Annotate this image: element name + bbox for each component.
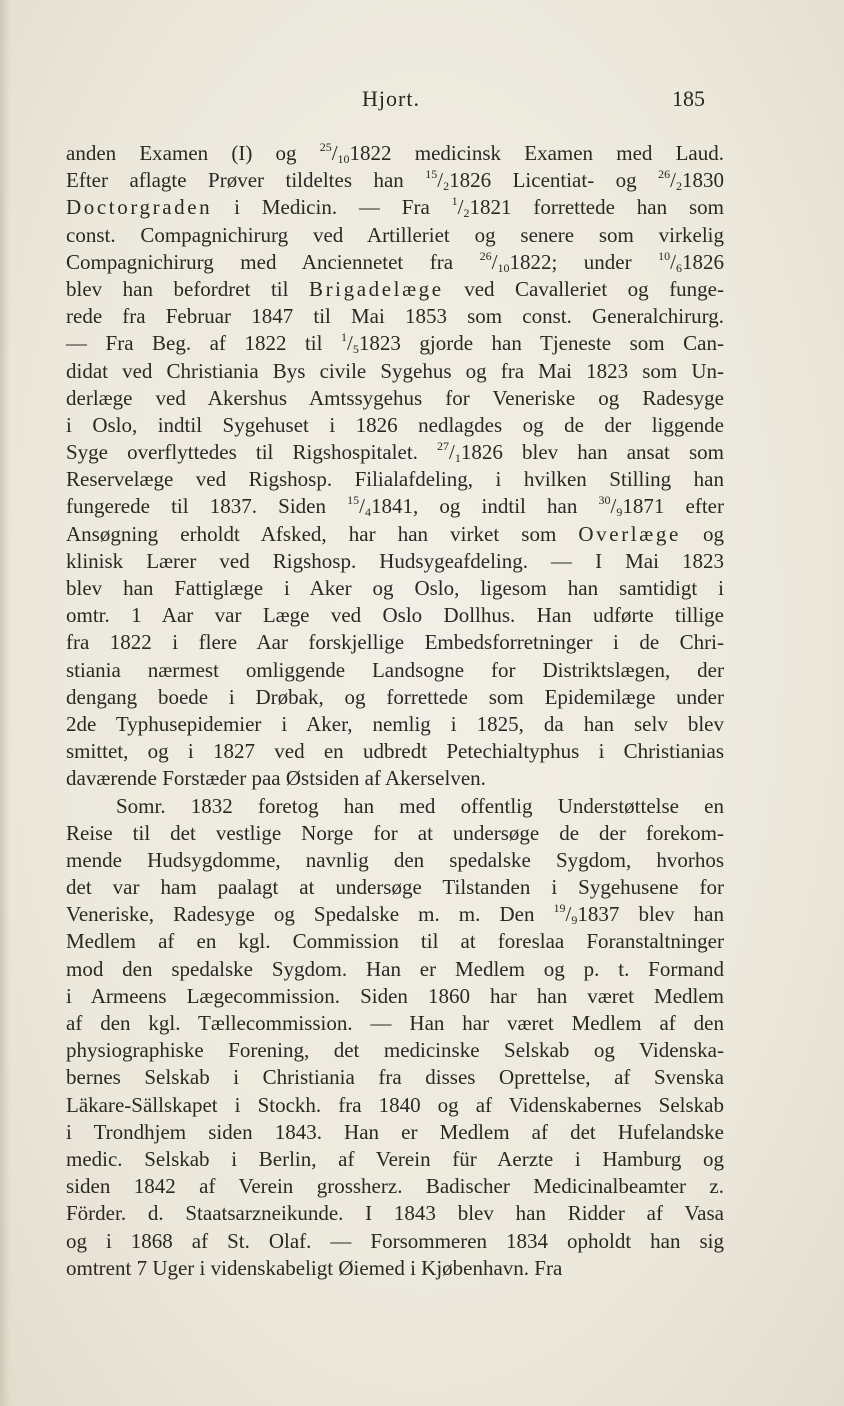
text-line — [66, 1146, 724, 1173]
fraction-numerator: 27 — [437, 439, 450, 454]
text-segment: Reise til det vestlige Norge for at undersøge de der forekom- — [66, 820, 724, 845]
text-segment: Efter aflagte Prøver tildeltes han — [66, 168, 426, 193]
text-segment: / — [449, 440, 455, 465]
text-line — [66, 1037, 724, 1064]
text-line — [66, 1200, 724, 1227]
text-segment: 1821 forrettede han som — [469, 195, 724, 220]
text-line — [66, 1092, 724, 1119]
text-line — [66, 983, 724, 1010]
text-segment: 1871 efter — [622, 494, 724, 519]
running-title: Hjort. — [362, 86, 420, 111]
text-segment: fra 1822 i flere Aar forskjellige Embedsforretninger i de Chri- — [66, 630, 724, 655]
spaced-term: Doctorgraden — [66, 195, 213, 220]
text-line — [66, 711, 724, 738]
text-segment: omtr. 1 Aar var Læge ved Oslo Dollhus. Han udførte tillige — [66, 603, 724, 628]
text-line — [66, 222, 724, 249]
text-line — [66, 1064, 724, 1091]
fraction-numerator: 26 — [658, 167, 671, 182]
text-line — [66, 385, 724, 412]
text-segment: i Armeens Lægecommission. Siden 1860 har han været Medlem — [66, 983, 724, 1008]
text-segment: 1823 gjorde han Tjeneste som Can- — [358, 331, 724, 356]
page-number: 185 — [672, 86, 705, 111]
text-segment: Reservelæge ved Rigshosp. Filialafdeling, i hvilken Stilling han — [66, 467, 724, 492]
text-segment: klinisk Lærer ved Rigshosp. Hudsygeafdeling. — I Mai 1823 — [66, 548, 724, 573]
text-segment: / — [610, 494, 617, 519]
text-segment: didat ved Christiania Bys civile Sygehus og fra Mai 1823 som Un- — [66, 358, 724, 383]
text-segment: smittet, og i 1827 ved en udbredt Petechialtyphus i Christianias — [66, 739, 724, 764]
text-segment: mod den spedalske Sygdom. Han er Medlem og p. t. Formand — [66, 956, 724, 981]
text-segment: i Medicin. — Fra — [212, 195, 452, 220]
text-line — [66, 1228, 724, 1255]
spaced-term: Brigadelæge — [308, 276, 444, 301]
fraction-denominator: 2 — [443, 179, 450, 194]
fraction-denominator: 1 — [454, 451, 461, 466]
text-segment: / — [359, 494, 365, 519]
text-segment: i Oslo, indtil Sygehuset i 1826 nedlagdes og de der liggende — [66, 412, 724, 437]
text-line — [66, 358, 724, 385]
fraction-numerator: 1 — [341, 330, 347, 345]
text-segment: / — [491, 249, 498, 274]
text-segment: medic. Selskab i Berlin, af Verein für Aerzte i Hamburg og — [66, 1146, 724, 1171]
text-line — [66, 928, 724, 955]
text-segment: Ansøgning erholdt Afsked, har han virket som — [66, 521, 579, 546]
fraction-denominator: 10 — [497, 260, 510, 275]
fraction-numerator: 25 — [319, 140, 332, 154]
text-segment: / — [331, 141, 338, 165]
fraction-numerator: 15 — [347, 493, 360, 508]
text-line — [66, 194, 724, 221]
text-line — [66, 1255, 724, 1282]
text-segment: stiania nærmest omliggende Landsogne for Distriktslægen, der — [66, 657, 724, 682]
text-line — [66, 521, 724, 548]
text-line — [66, 765, 724, 792]
text-line — [66, 1173, 724, 1200]
text-segment: 1841, og indtil han — [371, 494, 599, 519]
text-line — [66, 820, 724, 847]
text-line — [66, 793, 724, 820]
fraction-numerator: 10 — [658, 248, 671, 263]
text-segment: omtrent 7 Uger i videnskabeligt Øiemed i Kjøbenhavn. Fra — [66, 1255, 563, 1280]
text-line — [66, 1010, 724, 1037]
text-segment: Förder. d. Staatsarzneikunde. I 1843 blev han Ridder af Vasa — [66, 1201, 724, 1226]
text-segment: fungerede til 1837. Siden — [66, 494, 348, 519]
text-line — [66, 140, 724, 167]
fraction-numerator: 26 — [479, 248, 492, 263]
text-segment: 2de Typhusepidemier i Aker, nemlig i 1825, da han selv blev — [66, 711, 724, 736]
running-head — [0, 86, 844, 116]
fraction-denominator: 10 — [337, 152, 350, 166]
text-segment: physiographiske Forening, det medicinske Selskab og Videnska- — [66, 1038, 724, 1063]
text-segment: — Fra Beg. af 1822 til — [66, 331, 341, 356]
text-segment: det var ham paalagt at undersøge Tilstanden i Sygehusene for — [66, 875, 724, 900]
text-segment: dengang boede i Drøbak, og forrettede som Epidemilæge under — [66, 684, 724, 709]
text-segment: derlæge ved Akershus Amtssygehus for Veneriske og Radesyge — [66, 385, 724, 410]
text-line — [66, 249, 724, 276]
text-line — [66, 657, 724, 684]
text-line — [66, 330, 724, 357]
text-segment: blev han befordret til — [66, 276, 309, 301]
text-segment: 1830 — [682, 168, 724, 193]
text-segment: / — [670, 249, 676, 274]
fraction-denominator: 9 — [616, 505, 623, 520]
text-segment: og — [680, 521, 725, 546]
text-line — [66, 466, 724, 493]
text-segment: af den kgl. Tællecommission. — Han har været Medlem af den — [66, 1011, 724, 1035]
text-segment: Veneriske, Radesyge og Spedalske m. m. Den — [66, 902, 554, 927]
text-line — [66, 548, 724, 575]
text-line — [66, 874, 724, 901]
text-segment: Somr. 1832 foretog han med offentlig Understøttelse en — [116, 793, 724, 818]
fraction-numerator: 19 — [553, 901, 566, 916]
text-segment: anden Examen (I) og — [66, 141, 320, 165]
text-segment: rede fra Februar 1847 til Mai 1853 som const. Generalchirurg. — [66, 304, 724, 329]
text-line — [66, 575, 724, 602]
text-segment: / — [347, 331, 353, 356]
fraction-denominator: 5 — [352, 342, 359, 357]
text-line — [66, 602, 724, 629]
text-line — [66, 412, 724, 439]
fraction-denominator: 9 — [571, 913, 578, 928]
text-line — [66, 956, 724, 983]
text-segment: 1826 Licentiat- og — [449, 168, 659, 193]
text-segment: const. Compagnichirurg ved Artilleriet og senere som virkelig — [66, 222, 724, 247]
fraction-denominator: 6 — [676, 260, 682, 275]
text-segment: blev han Fattiglæge i Aker og Oslo, ligesom han samtidigt i — [66, 576, 724, 600]
text-line — [66, 738, 724, 765]
text-segment: 1826 — [682, 249, 724, 274]
text-line — [66, 629, 724, 656]
fraction-denominator: 2 — [463, 206, 470, 221]
fraction-denominator: 4 — [365, 505, 371, 520]
text-line — [66, 847, 724, 874]
text-segment: 1822 medicinsk Examen med Laud. — [349, 141, 724, 165]
text-segment: Compagnichirurg med Anciennetet fra — [66, 249, 480, 274]
text-line — [66, 1119, 724, 1146]
fraction-numerator: 15 — [425, 167, 438, 182]
text-segment: 1822; under — [509, 249, 659, 274]
text-segment: Syge overflyttedes til Rigshospitalet. — [66, 440, 438, 465]
fraction-numerator: 30 — [598, 493, 611, 508]
text-line — [66, 439, 724, 466]
text-segment: / — [670, 168, 676, 193]
text-segment: og i 1868 af St. Olaf. — Forsommeren 1834 opholdt han sig — [66, 1228, 724, 1253]
text-segment: Läkare-Sällskapet i Stockh. fra 1840 og af Videnskabernes Selskab — [66, 1092, 724, 1117]
text-segment: bernes Selskab i Christiania fra disses Oprettelse, af Svenska — [66, 1065, 724, 1090]
text-line — [66, 493, 724, 520]
text-line — [66, 684, 724, 711]
fraction-denominator: 2 — [676, 179, 682, 194]
text-segment: / — [437, 168, 444, 193]
text-segment: 1826 blev han ansat som — [460, 440, 724, 465]
spaced-term: Overlæge — [578, 521, 681, 546]
text-segment: mende Hudsygdomme, navnlig den spedalske Sygdom, hvorhos — [66, 847, 724, 872]
fraction-numerator: 1 — [451, 194, 458, 209]
text-segment: daværende Forstæder paa Østsiden af Akerselven. — [66, 766, 486, 791]
text-segment: siden 1842 af Verein grossherz. Badischer Medicinalbeamter z. — [66, 1174, 724, 1199]
text-line — [66, 167, 724, 194]
text-line — [66, 901, 724, 928]
text-segment: Medlem af en kgl. Commission til at foreslaa Foranstaltninger — [66, 929, 724, 954]
text-line — [66, 276, 724, 303]
text-segment: / — [565, 902, 572, 927]
text-segment: i Trondhjem siden 1843. Han er Medlem af det Hufelandske — [66, 1119, 724, 1144]
body-text — [66, 140, 724, 1282]
text-line — [66, 303, 724, 330]
text-segment: / — [457, 195, 464, 220]
text-segment: 1837 blev han — [577, 902, 725, 927]
text-segment: ved Cavalleriet og funge- — [443, 276, 724, 301]
